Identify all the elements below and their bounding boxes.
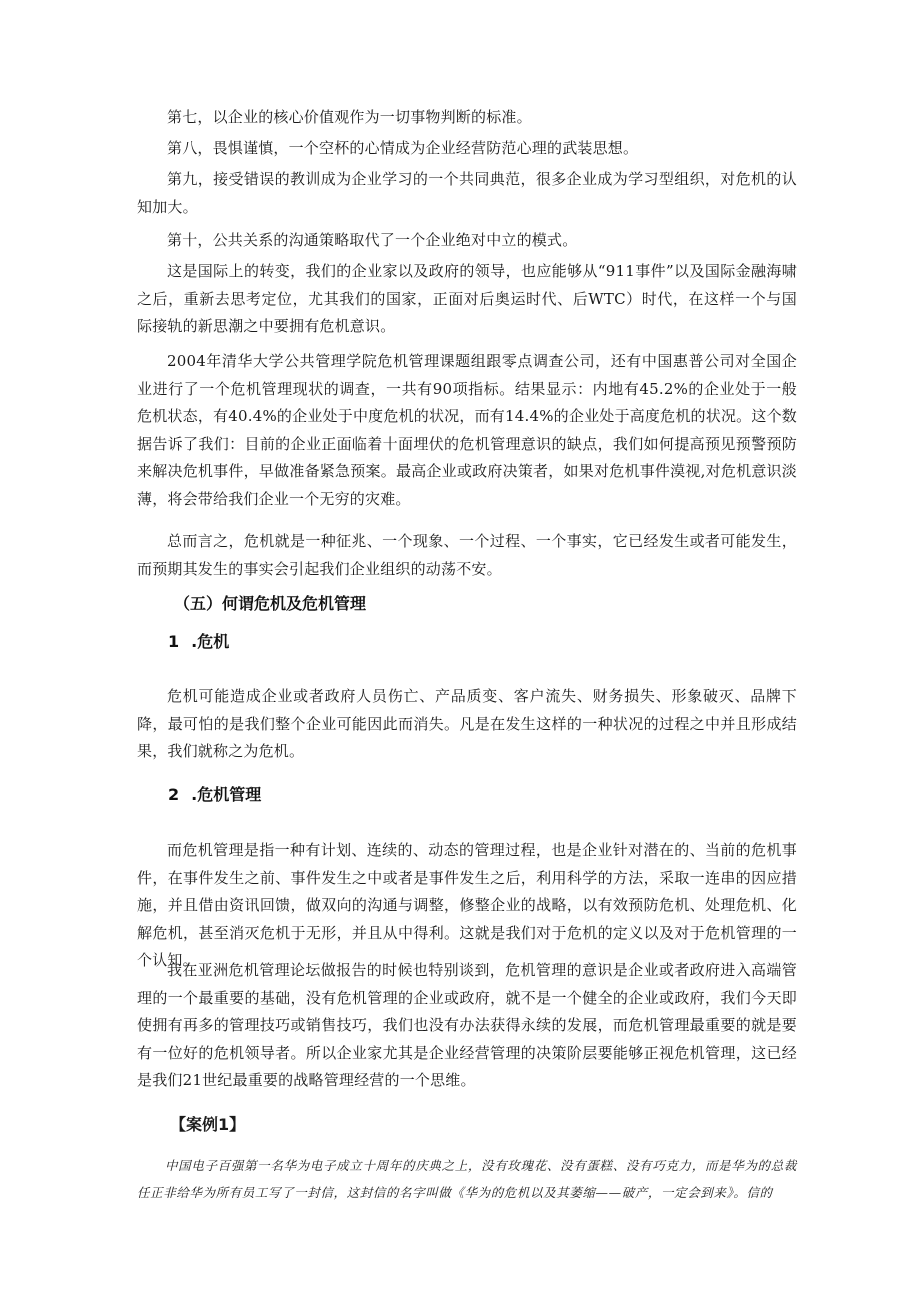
- paragraph-ninth: 第九，接受错误的教训成为企业学习的一个共同典范，很多企业成为学习型组织，对危机的认知加大。: [137, 170, 797, 216]
- paragraph-summary: 总而言之，危机就是一种征兆、一个现象、一个过程、一个事实，它已经发生或者可能发生，而预期其发生的事实会引起我们企业组织的动荡不安。: [137, 532, 797, 578]
- paragraph-tenth: 第十，公共关系的沟通策略取代了一个企业绝对中立的模式。: [167, 231, 578, 249]
- paragraph-eighth: 第八，畏惧谨慎，一个空杯的心情成为企业经营防范心理的武装思想。: [167, 139, 639, 157]
- subsection-number: 1: [168, 632, 180, 651]
- paragraph-seventh: 第七，以企业的核心价值观作为一切事物判断的标准。: [167, 108, 532, 126]
- paragraph-crisis-definition: 危机可能造成企业或者政府人员伤亡、产品质变、客户流失、财务损失、形象破灭、品牌下降，最可怕的是我们整个企业可能因此而消失。凡是在发生这样的一种状况的过程之中并且形成结果，我们就称之为危机。: [137, 687, 797, 760]
- case-heading: 【案例1】: [170, 1115, 246, 1134]
- paragraph-crisis-management-definition: 而危机管理是指一种有计划、连续的、动态的管理过程，也是企业针对潜在的、当前的危机事件，在事件发生之前、事件发生之中或者是事件发生之后，利用科学的方法，采取一连串的因应措施，并且借由资讯回馈，做双向的沟通与调整，修整企业的战略，以有效预防危机、处理危机、化解危机，甚至消灭危机于无形，并且从中得利。这就是我们对于危机的定义以及对于危机管理的一个认知。: [137, 841, 797, 969]
- case-text: 中国电子百强第一名华为电子成立十周年的庆典之上，没有玫瑰花、没有蛋糕、没有巧克力，而是华为的总裁任正非给华为所有员工写了一封信，这封信的名字叫做《华为的危机以及其萎缩——破产，一定会到来》。信的: [137, 1158, 797, 1200]
- section-heading-5: （五）何谓危机及危机管理: [174, 594, 367, 613]
- paragraph-asia-forum: 我在亚洲危机管理论坛做报告的时候也特别谈到，危机管理的意识是企业或者政府进入高端管理的一个最重要的基础，没有危机管理的企业或政府，就不是一个健全的企业或政府，我们今天即使拥有再多的管理技巧或销售技巧，我们也没有办法获得永续的发展，而危机管理最重要的就是要有一位好的危机领导者。所以企业家尤其是企业经营管理的决策阶层要能够正视危机管理，这已经是我们21世纪最重要的战略管理经营的一个思维。: [137, 961, 797, 1089]
- subsection-heading-crisis: [168, 631, 229, 653]
- subsection-title: .危机管理: [191, 785, 262, 804]
- paragraph-international-shift: 这是国际上的转变，我们的企业家以及政府的领导，也应能够从“911事件”以及国际金融海啸之后，重新去思考定位，尤其我们的国家，正面对后奥运时代、后WTC）时代，在这样一个与国际接轨的新思潮之中要拥有危机意识。: [137, 262, 797, 335]
- subsection-number: 2: [168, 785, 180, 804]
- subsection-title: .危机: [191, 632, 230, 651]
- paragraph-survey: 2004年清华大学公共管理学院危机管理课题组跟零点调查公司，还有中国惠普公司对全国企业进行了一个危机管理现状的调查，一共有90项指标。结果显示：内地有45.2%的企业处于一般危机状态，有40.4%的企业处于中度危机的状况，而有14.4%的企业处于高度危机的状况。这个数据告诉了我们：目前的企业正面临着十面埋伏的危机管理意识的缺点，我们如何提高预见预警预防来解决危机事件，早做准备紧急预案。最高企业或政府决策者，如果对危机事件漠视,对危机意识淡薄，将会带给我们企业一个无穷的灾难。: [137, 352, 797, 508]
- subsection-heading-crisis-management: [168, 784, 261, 806]
